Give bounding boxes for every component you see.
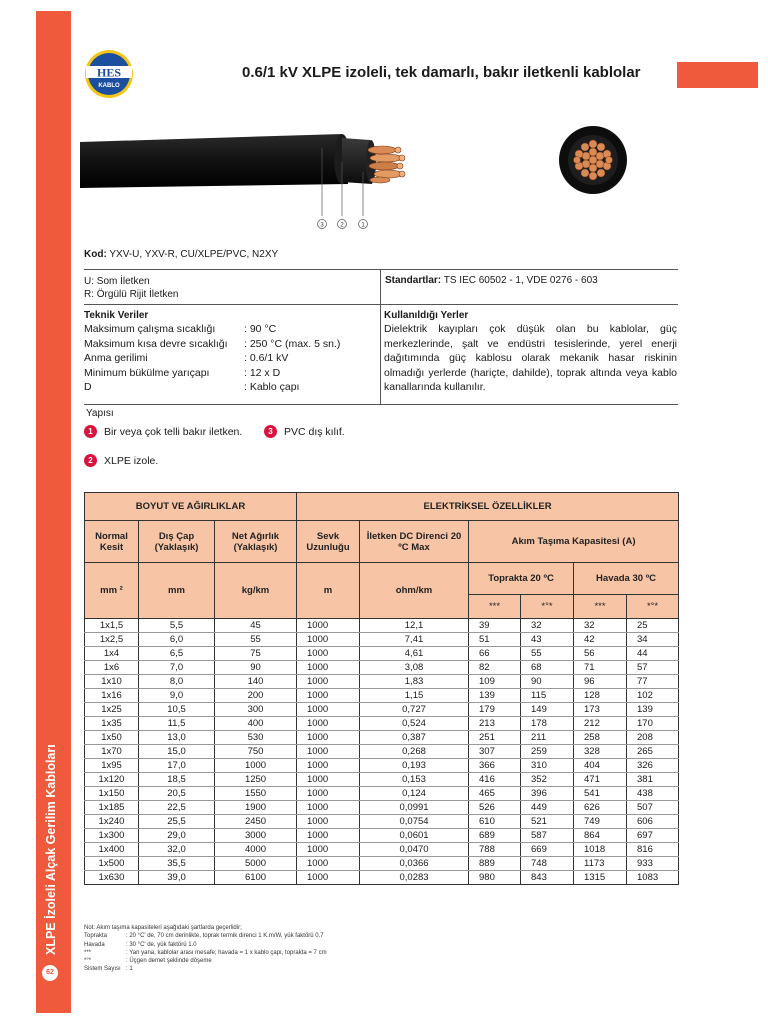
table-cell: 980 <box>469 871 521 885</box>
table-row <box>85 717 679 731</box>
table-cell: 5000 <box>215 857 297 871</box>
group-header-dimensions: BOYUT VE AĞIRLIKLAR <box>85 493 297 521</box>
product-code <box>84 249 278 260</box>
table-cell: 32 <box>521 619 574 633</box>
table-cell: 541 <box>574 787 627 801</box>
table-cell: 1018 <box>574 843 627 857</box>
table-cell: 438 <box>627 787 679 801</box>
footnote-row: Toprakta : 20 °C' de, 70 cm derinlikte, toprak termik direnci 1 K.m/W, yük faktörü 0.7 <box>84 933 324 940</box>
unit-agirlik: kg/km <box>215 563 297 619</box>
table-cell: 1000 <box>297 759 360 773</box>
table-body <box>85 619 679 885</box>
table-cell: 3000 <box>215 829 297 843</box>
table-cell: 416 <box>469 773 521 787</box>
footnote-intro: Not: Akım taşıma kapasiteleri aşağıdaki şartlarda geçerlidir; <box>84 925 242 931</box>
table-cell: 39,0 <box>139 871 215 885</box>
structure-item-conductor: 1 Bir veya çok telli bakır iletken. <box>84 425 242 438</box>
table-cell: 1000 <box>297 857 360 871</box>
table-cell: 251 <box>469 731 521 745</box>
symbol-trefoil: *°* <box>627 595 679 619</box>
cable-data-table <box>84 492 679 885</box>
table-cell: 265 <box>627 745 679 759</box>
table-cell: 200 <box>215 689 297 703</box>
table-cell: 10,5 <box>139 703 215 717</box>
table-cell: 140 <box>215 675 297 689</box>
table-cell: 1x95 <box>85 759 139 773</box>
table-cell: 0,153 <box>360 773 469 787</box>
table-cell: 507 <box>627 801 679 815</box>
product-code-value: YXV-U, YXV-R, CU/XLPE/PVC, N2XY <box>109 249 279 260</box>
spec-divider-horizontal <box>84 304 678 305</box>
table-cell: 381 <box>627 773 679 787</box>
table-cell: 25,5 <box>139 815 215 829</box>
table-cell: 606 <box>627 815 679 829</box>
table-cell: 1x2,5 <box>85 633 139 647</box>
table-cell: 109 <box>469 675 521 689</box>
unit-sevk: m <box>297 563 360 619</box>
tech-data-heading: Teknik Veriler <box>84 310 149 321</box>
table-row <box>85 759 679 773</box>
table-cell: 864 <box>574 829 627 843</box>
table-cell: 82 <box>469 661 521 675</box>
table-cell: 39 <box>469 619 521 633</box>
table-cell: 75 <box>215 647 297 661</box>
number-marker-icon: 2 <box>84 454 97 467</box>
table-cell: 18,5 <box>139 773 215 787</box>
table-cell: 816 <box>627 843 679 857</box>
table-row <box>85 745 679 759</box>
table-row <box>85 689 679 703</box>
table-row <box>85 857 679 871</box>
structure-heading: Yapısı <box>86 408 114 419</box>
table-cell: 0,268 <box>360 745 469 759</box>
table-cell: 0,387 <box>360 731 469 745</box>
table-cell: 0,727 <box>360 703 469 717</box>
table-cell: 1000 <box>297 661 360 675</box>
page-number: 62 <box>42 965 58 981</box>
table-cell: 697 <box>627 829 679 843</box>
table-cell: 32 <box>574 619 627 633</box>
table-cell: 13,0 <box>139 731 215 745</box>
table-cell: 32,0 <box>139 843 215 857</box>
table-cell: 471 <box>574 773 627 787</box>
table-cell: 1900 <box>215 801 297 815</box>
table-cell: 1000 <box>297 773 360 787</box>
table-cell: 0,524 <box>360 717 469 731</box>
table-cell: 66 <box>469 647 521 661</box>
table-cell: 1000 <box>297 717 360 731</box>
table-cell: 307 <box>469 745 521 759</box>
table-cell: 1x25 <box>85 703 139 717</box>
conductor-type-solid: U: Som İletken <box>84 276 150 287</box>
table-row <box>85 871 679 885</box>
unit-cap: mm <box>139 563 215 619</box>
table-cell: 1,15 <box>360 689 469 703</box>
cable-cross-section <box>558 125 628 195</box>
table-cell: 1550 <box>215 787 297 801</box>
table-cell: 3,08 <box>360 661 469 675</box>
usage-heading: Kullanıldığı Yerler <box>384 310 469 321</box>
table-cell: 1x500 <box>85 857 139 871</box>
table-row <box>85 801 679 815</box>
table-cell: 610 <box>469 815 521 829</box>
table-cell: 465 <box>469 787 521 801</box>
symbol-side-by-side: *** <box>469 595 521 619</box>
table-cell: 0,193 <box>360 759 469 773</box>
product-code-label: Kod: <box>84 249 107 260</box>
table-row <box>85 843 679 857</box>
table-cell: 55 <box>521 647 574 661</box>
table-cell: 259 <box>521 745 574 759</box>
table-cell: 55 <box>215 633 297 647</box>
table-row <box>85 633 679 647</box>
spec-divider-vertical <box>380 269 381 405</box>
table-row <box>85 703 679 717</box>
usage-text: Dielektrik kayıpları çok düşük olan bu kablolar, güç merkezlerinde, şalt ve endüstri tesislerinde, yerel enerji dağıtımında güç kablosu olarak mekanik hasar riskinin olmadığı yerlerde (hariçte, dahilde), toprak altında veya kablo kanallarında kullanılır. <box>384 323 677 393</box>
table-cell: 1x50 <box>85 731 139 745</box>
table-cell: 43 <box>521 633 574 647</box>
page-title: 0.6/1 kV XLPE izoleli, tek damarlı, bakır iletkenli kablolar <box>242 64 641 81</box>
side-section-title: XLPE İzoleli Alçak Gerilim Kabloları <box>44 744 58 955</box>
footnotes <box>84 924 327 974</box>
unit-kesit: mm ² <box>85 563 139 619</box>
table-cell: 77 <box>627 675 679 689</box>
footnote-row: *°* : Üçgen demet şeklinde döşeme <box>84 958 212 965</box>
table-cell: 1000 <box>297 829 360 843</box>
table-cell: 326 <box>627 759 679 773</box>
cable-illustration <box>80 128 420 232</box>
table-cell: 1x630 <box>85 871 139 885</box>
table-cell: 748 <box>521 857 574 871</box>
table-cell: 1000 <box>297 787 360 801</box>
table-cell: 139 <box>469 689 521 703</box>
table-cell: 211 <box>521 731 574 745</box>
table-cell: 1x300 <box>85 829 139 843</box>
conductor-types <box>84 275 178 301</box>
table-cell: 1250 <box>215 773 297 787</box>
table-cell: 0,0991 <box>360 801 469 815</box>
table-cell: 139 <box>627 703 679 717</box>
table-cell: 12,1 <box>360 619 469 633</box>
table-cell: 1000 <box>297 801 360 815</box>
table-cell: 0,124 <box>360 787 469 801</box>
table-cell: 102 <box>627 689 679 703</box>
table-row <box>85 675 679 689</box>
table-row <box>85 773 679 787</box>
symbol-side-by-side: *** <box>574 595 627 619</box>
table-cell: 7,41 <box>360 633 469 647</box>
table-cell: 56 <box>574 647 627 661</box>
table-cell: 6,5 <box>139 647 215 661</box>
table-cell: 1x120 <box>85 773 139 787</box>
table-cell: 1x16 <box>85 689 139 703</box>
table-row <box>85 619 679 633</box>
standards <box>385 275 598 286</box>
table-cell: 1315 <box>574 871 627 885</box>
figure-label-3: 3 <box>320 222 324 229</box>
structure-item-insulation: 2 XLPE izole. <box>84 454 158 467</box>
tech-row: D : Kablo çapı <box>84 381 300 393</box>
standards-value: TS IEC 60502 - 1, VDE 0276 - 603 <box>443 275 598 286</box>
table-cell: 149 <box>521 703 574 717</box>
tech-row: Minimum bükülme yarıçapı : 12 x D <box>84 366 281 379</box>
table-cell: 749 <box>574 815 627 829</box>
table-cell: 1x70 <box>85 745 139 759</box>
figure-label-2: 2 <box>340 222 344 229</box>
table-cell: 213 <box>469 717 521 731</box>
table-row <box>85 815 679 829</box>
table-cell: 1000 <box>297 689 360 703</box>
table-cell: 22,5 <box>139 801 215 815</box>
title-accent-bar <box>677 62 758 88</box>
table-cell: 366 <box>469 759 521 773</box>
table-cell: 889 <box>469 857 521 871</box>
table-cell: 173 <box>574 703 627 717</box>
table-cell: 57 <box>627 661 679 675</box>
table-cell: 328 <box>574 745 627 759</box>
table-cell: 6,0 <box>139 633 215 647</box>
table-cell: 11,5 <box>139 717 215 731</box>
symbol-trefoil: *°* <box>521 595 574 619</box>
number-marker-icon: 3 <box>264 425 277 438</box>
table-cell: 1000 <box>297 703 360 717</box>
header-akim: Akım Taşıma Kapasitesi (A) <box>469 521 679 563</box>
table-cell: 1000 <box>297 871 360 885</box>
table-cell: 115 <box>521 689 574 703</box>
table-row <box>85 661 679 675</box>
table-cell: 526 <box>469 801 521 815</box>
unit-direnc: ohm/km <box>360 563 469 619</box>
table-cell: 208 <box>627 731 679 745</box>
header-kesit: Normal Kesit <box>85 521 139 563</box>
table-cell: 669 <box>521 843 574 857</box>
table-cell: 15,0 <box>139 745 215 759</box>
table-cell: 9,0 <box>139 689 215 703</box>
table-cell: 1x10 <box>85 675 139 689</box>
table-cell: 1000 <box>215 759 297 773</box>
table-cell: 45 <box>215 619 297 633</box>
table-cell: 90 <box>521 675 574 689</box>
footnote-row: *** : Yan yana, kablolar arası mesafe; havada = 1 x kablo çapı, toprakta = 7 cm <box>84 949 327 956</box>
table-cell: 750 <box>215 745 297 759</box>
table-cell: 170 <box>627 717 679 731</box>
group-header-electrical: ELEKTRİKSEL ÖZELLİKLER <box>297 493 679 521</box>
header-toprak: Toprakta 20 ºC <box>469 563 574 595</box>
table-cell: 1000 <box>297 731 360 745</box>
table-cell: 5,5 <box>139 619 215 633</box>
table-cell: 404 <box>574 759 627 773</box>
table-cell: 0,0366 <box>360 857 469 871</box>
table-cell: 4000 <box>215 843 297 857</box>
table-cell: 2450 <box>215 815 297 829</box>
table-cell: 178 <box>521 717 574 731</box>
table-cell: 1000 <box>297 647 360 661</box>
table-cell: 530 <box>215 731 297 745</box>
table-cell: 35,5 <box>139 857 215 871</box>
table-row <box>85 731 679 745</box>
table-cell: 352 <box>521 773 574 787</box>
table-cell: 25 <box>627 619 679 633</box>
table-cell: 1x150 <box>85 787 139 801</box>
header-cap: Dış Çap (Yaklaşık) <box>139 521 215 563</box>
table-cell: 8,0 <box>139 675 215 689</box>
table-row <box>85 647 679 661</box>
table-cell: 1x4 <box>85 647 139 661</box>
number-marker-icon: 1 <box>84 425 97 438</box>
footnote-row: Havada : 30 °C' de, yük faktörü 1.0 <box>84 941 197 948</box>
table-cell: 400 <box>215 717 297 731</box>
tech-row: Anma gerilimi : 0.6/1 kV <box>84 352 289 364</box>
conductor-type-stranded: R: Örgülü Rijit İletken <box>84 289 179 300</box>
table-cell: 90 <box>215 661 297 675</box>
table-cell: 0,0754 <box>360 815 469 829</box>
header-sevk: Sevk Uzunluğu <box>297 521 360 563</box>
header-hava: Havada 30 ºC <box>574 563 679 595</box>
table-cell: 29,0 <box>139 829 215 843</box>
table-cell: 1x1,5 <box>85 619 139 633</box>
table-cell: 1000 <box>297 745 360 759</box>
table-cell: 7,0 <box>139 661 215 675</box>
table-cell: 1000 <box>297 815 360 829</box>
table-cell: 933 <box>627 857 679 871</box>
table-cell: 1000 <box>297 633 360 647</box>
table-cell: 42 <box>574 633 627 647</box>
table-cell: 788 <box>469 843 521 857</box>
standards-label: Standartlar: <box>385 275 442 286</box>
table-cell: 71 <box>574 661 627 675</box>
svg-text:KABLO: KABLO <box>98 83 120 89</box>
table-cell: 626 <box>574 801 627 815</box>
table-cell: 1x185 <box>85 801 139 815</box>
table-cell: 521 <box>521 815 574 829</box>
table-cell: 1x35 <box>85 717 139 731</box>
table-cell: 689 <box>469 829 521 843</box>
tech-row: Maksimum kısa devre sıcaklığı : 250 °C (max. 5 sn.) <box>84 337 341 350</box>
table-cell: 20,5 <box>139 787 215 801</box>
hes-kablo-logo <box>84 49 134 99</box>
table-cell: 1000 <box>297 843 360 857</box>
table-cell: 300 <box>215 703 297 717</box>
table-cell: 1x400 <box>85 843 139 857</box>
table-cell: 1,83 <box>360 675 469 689</box>
table-cell: 258 <box>574 731 627 745</box>
table-cell: 310 <box>521 759 574 773</box>
table-cell: 68 <box>521 661 574 675</box>
svg-text:HES: HES <box>96 65 122 80</box>
table-cell: 44 <box>627 647 679 661</box>
table-cell: 0,0283 <box>360 871 469 885</box>
footnote-row: Sistem Sayısı : 1 <box>84 966 133 973</box>
table-cell: 34 <box>627 633 679 647</box>
table-cell: 0,0601 <box>360 829 469 843</box>
table-cell: 1173 <box>574 857 627 871</box>
header-agirlik: Net Ağırlık (Yaklaşık) <box>215 521 297 563</box>
structure-item-sheath: 3 PVC dış kılıf. <box>264 425 345 438</box>
table-row <box>85 829 679 843</box>
table-cell: 4,61 <box>360 647 469 661</box>
tech-row: Maksimum çalışma sıcaklığı : 90 °C <box>84 323 277 335</box>
tech-data-list <box>84 322 340 395</box>
table-cell: 0,0470 <box>360 843 469 857</box>
table-cell: 1083 <box>627 871 679 885</box>
table-cell: 96 <box>574 675 627 689</box>
header-direnc: İletken DC Direnci 20 ºC Max <box>360 521 469 563</box>
table-cell: 1000 <box>297 619 360 633</box>
table-cell: 212 <box>574 717 627 731</box>
table-cell: 396 <box>521 787 574 801</box>
table-cell: 1x6 <box>85 661 139 675</box>
table-cell: 179 <box>469 703 521 717</box>
table-cell: 6100 <box>215 871 297 885</box>
table-row <box>85 787 679 801</box>
table-cell: 51 <box>469 633 521 647</box>
table-cell: 128 <box>574 689 627 703</box>
table-cell: 587 <box>521 829 574 843</box>
table-cell: 1x240 <box>85 815 139 829</box>
figure-label-1: 1 <box>361 222 365 229</box>
table-cell: 843 <box>521 871 574 885</box>
table-cell: 449 <box>521 801 574 815</box>
table-cell: 1000 <box>297 675 360 689</box>
table-cell: 17,0 <box>139 759 215 773</box>
